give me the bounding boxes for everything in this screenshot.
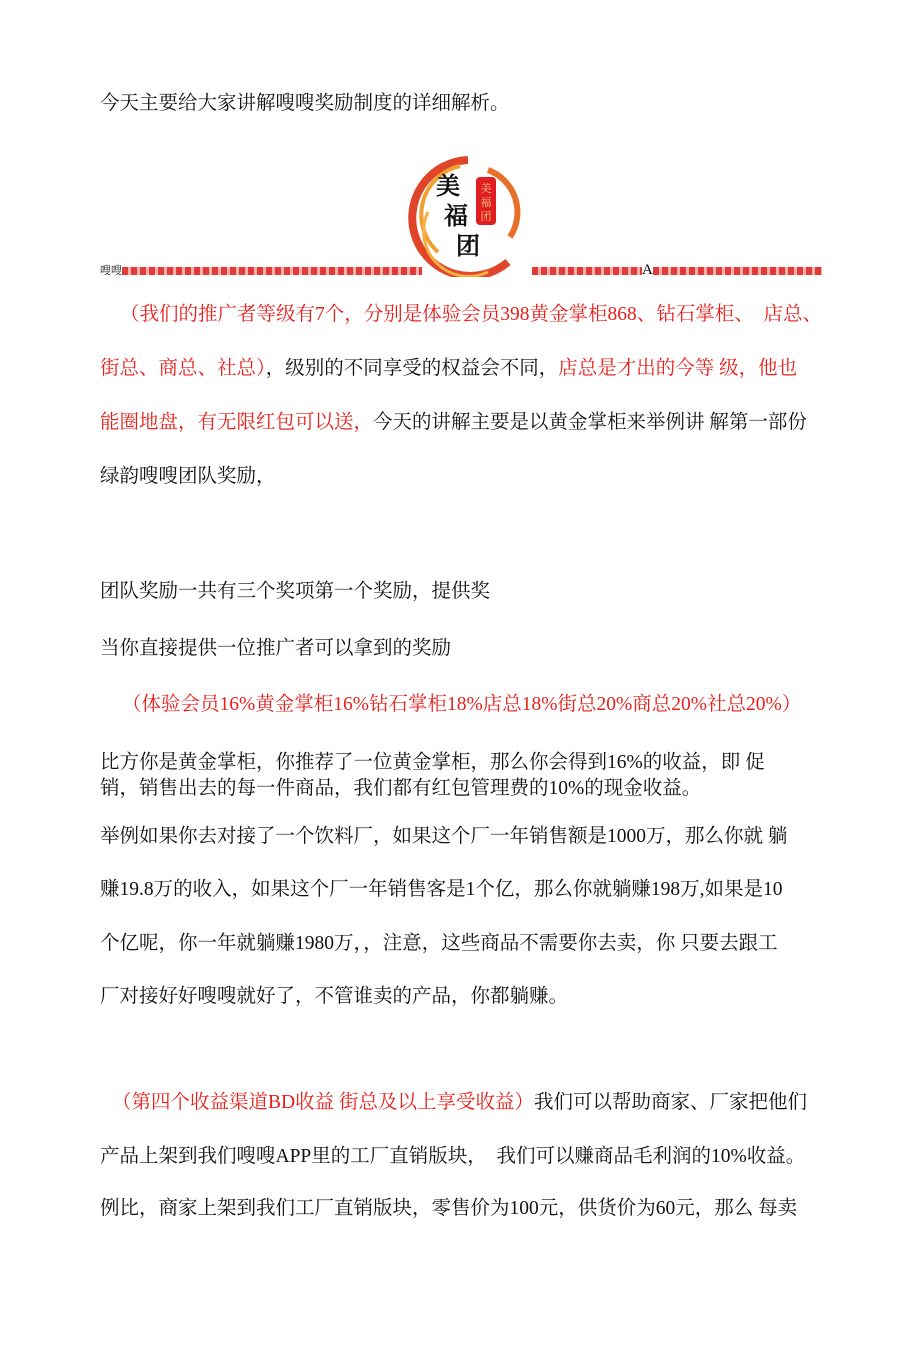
highlighted-text: （第四个收益渠道BD收益 街总及以上享受收益） bbox=[112, 1092, 534, 1113]
svg-text:团: 团 bbox=[456, 234, 480, 260]
paragraph-line bbox=[100, 637, 451, 661]
body-text: 举例如果你去对接了一个饮料厂，如果这个厂一年销售额是1000万，那么你就 躺 bbox=[100, 826, 788, 847]
svg-text:美: 美 bbox=[480, 183, 492, 195]
highlighted-text: （我们的推广者等级有7个，分别是体验会员398黄金掌柜868、钻石掌柜、 店总、 bbox=[120, 304, 823, 325]
svg-text:美: 美 bbox=[436, 174, 460, 200]
paragraph-line bbox=[100, 580, 490, 604]
highlighted-text: 能圈地盘，有无限红包可以送， bbox=[100, 412, 374, 433]
paragraph-line bbox=[100, 465, 276, 489]
body-text: 绿韵嗖嗖团队奖励， bbox=[100, 466, 276, 487]
highlighted-text: （体验会员16%黄金掌柜16%钻石掌柜18%店总18%街总20%商总20%社总20%） bbox=[122, 694, 802, 715]
body-text: 产品上架到我们嗖嗖APP里的工厂直销版块， 我们可以赚商品毛利润的10%收益。 bbox=[100, 1146, 806, 1167]
caption-start: 嗖嗖 bbox=[100, 265, 122, 277]
paragraph-line bbox=[100, 825, 787, 849]
paragraph-line bbox=[122, 693, 801, 717]
body-text: 团队奖励一共有三个奖项第一个奖励，提供奖 bbox=[100, 581, 491, 602]
svg-text:福: 福 bbox=[480, 197, 492, 209]
paragraph-line bbox=[100, 878, 783, 902]
paragraph-line bbox=[100, 985, 568, 1009]
body-text: 我们可以帮助商家、厂家把他们 bbox=[533, 1092, 807, 1113]
highlighted-text: 店总是才出的今等 级，他也 bbox=[558, 358, 798, 379]
paragraph-line bbox=[112, 1091, 807, 1115]
highlighted-text: 街总、商总、社总） bbox=[100, 358, 266, 379]
body-text: 赚19.8万的收入，如果这个厂一年销售客是1个亿，那么你就躺赚198万,如果是10 bbox=[100, 879, 783, 900]
body-text: 比方你是黄金掌柜，你推荐了一位黄金掌柜，那么你会得到16%的收益，即 促 bbox=[100, 752, 765, 773]
svg-text:福: 福 bbox=[444, 204, 468, 230]
paragraph-line bbox=[100, 411, 807, 435]
svg-text:团: 团 bbox=[480, 211, 492, 223]
paragraph-line bbox=[100, 92, 510, 116]
body-text: 个亿呢，你一年就躺赚1980万，，注意，这些商品不需要你去卖，你 只要去跟工 bbox=[100, 933, 778, 954]
paragraph-line bbox=[100, 357, 797, 381]
body-text: 当你直接提供一位推广者可以拿到的奖励 bbox=[100, 638, 452, 659]
caption-red-noise-2 bbox=[532, 267, 642, 275]
body-text: ，级别的不同享受的权益会不同， bbox=[265, 358, 559, 379]
body-text: 厂对接好好嗖嗖就好了，不管谁卖的产品，你都躺赚。 bbox=[100, 986, 569, 1007]
paragraph-line bbox=[100, 1197, 797, 1221]
caption-red-noise bbox=[122, 267, 422, 275]
body-text: 今天主要给大家讲解嗖嗖奖励制度的详细解析。 bbox=[100, 93, 510, 114]
paragraph-line bbox=[100, 932, 778, 956]
paragraph-line bbox=[100, 751, 765, 775]
body-text: 今天的讲解主要是以黄金掌柜来举例讲 解第一部份 bbox=[373, 412, 807, 433]
paragraph-line bbox=[100, 777, 701, 801]
caption-mid: A bbox=[642, 262, 653, 278]
body-text: 销，销售出去的每一件商品，我们都有红包管理费的10%的现金收益。 bbox=[100, 778, 702, 799]
logo-image bbox=[398, 152, 528, 277]
body-text: 例比，商家上架到我们工厂直销版块，零售价为100元，供货价为60元，那么 每卖 bbox=[100, 1198, 798, 1219]
paragraph-line bbox=[100, 1145, 805, 1169]
paragraph-line bbox=[120, 303, 822, 327]
garbled-caption-strip bbox=[100, 262, 822, 278]
caption-red-noise-3 bbox=[653, 267, 822, 275]
